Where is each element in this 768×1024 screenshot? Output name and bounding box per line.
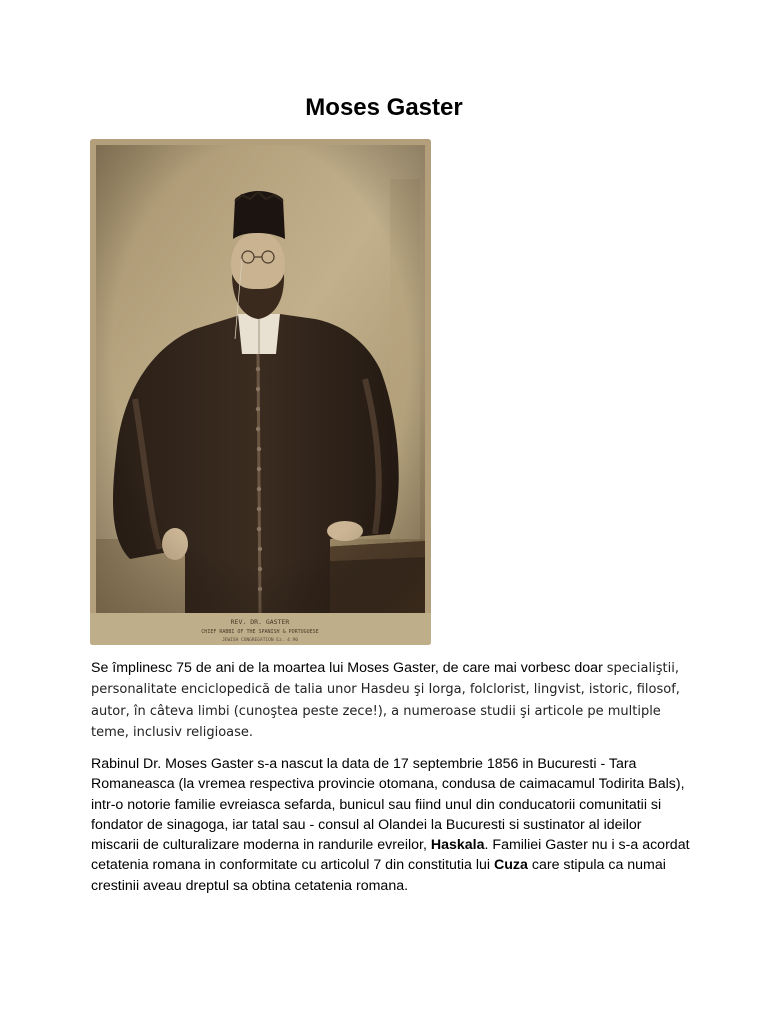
document-title: Moses Gaster bbox=[305, 94, 463, 121]
photo-caption-line1: REV. DR. GASTER bbox=[230, 618, 290, 626]
bio-part1: Rabinul Dr. Moses Gaster s-a nascut la data de 17 septembrie 1856 in Bucuresti - Tara Romaneasca (la vremea respectiva provincie otomana, condusa de caimacamul Todirita Bals), intr-o notorie familie evreiasca sefarda, bunicul sau fiind unul din conducatorii comunitatii si fondator de sinagoga, iar tatal sau - consul al Olandei la Bucuresti si sustinator al ideilor miscarii de culturalizare moderna in randurile evreilor, bbox=[91, 756, 685, 854]
bio-bold-cuza: Cuza bbox=[494, 857, 528, 874]
intro-first-line: Se împlinesc 75 de ani de la moartea lui Moses Gaster, de care mai vorbesc doar bbox=[91, 660, 603, 676]
bio-part2: . Familiei Gaster nu i s-a acordat cetatenia romana in conformitate cu articolul 7 din constitutia lui bbox=[91, 837, 690, 874]
bio-part3: care stipula ca numai crestinii aveau dreptul sa obtina cetatenia romana. bbox=[91, 857, 666, 894]
photo-caption-line3: JEWISH CONGREGATION Ez. 4.90 bbox=[222, 638, 298, 643]
biography-paragraph bbox=[91, 754, 691, 896]
intro-rest: specialiştii, personalitate enciclopedică de talia unor Hasdeu şi Iorga, folclorist, lingvist, istoric, filosof, autor, în câteva limbi (cunoştea peste zece!), a numeroase studii şi articole pe multiple teme, inclusiv religioase. bbox=[91, 661, 680, 740]
bio-bold-haskala: Haskala bbox=[430, 837, 485, 854]
photo-caption-line2: CHIEF RABBI OF THE SPANISH & PORTUGUESE bbox=[201, 629, 319, 635]
portrait-photo bbox=[90, 139, 431, 645]
intro-paragraph bbox=[91, 658, 691, 743]
